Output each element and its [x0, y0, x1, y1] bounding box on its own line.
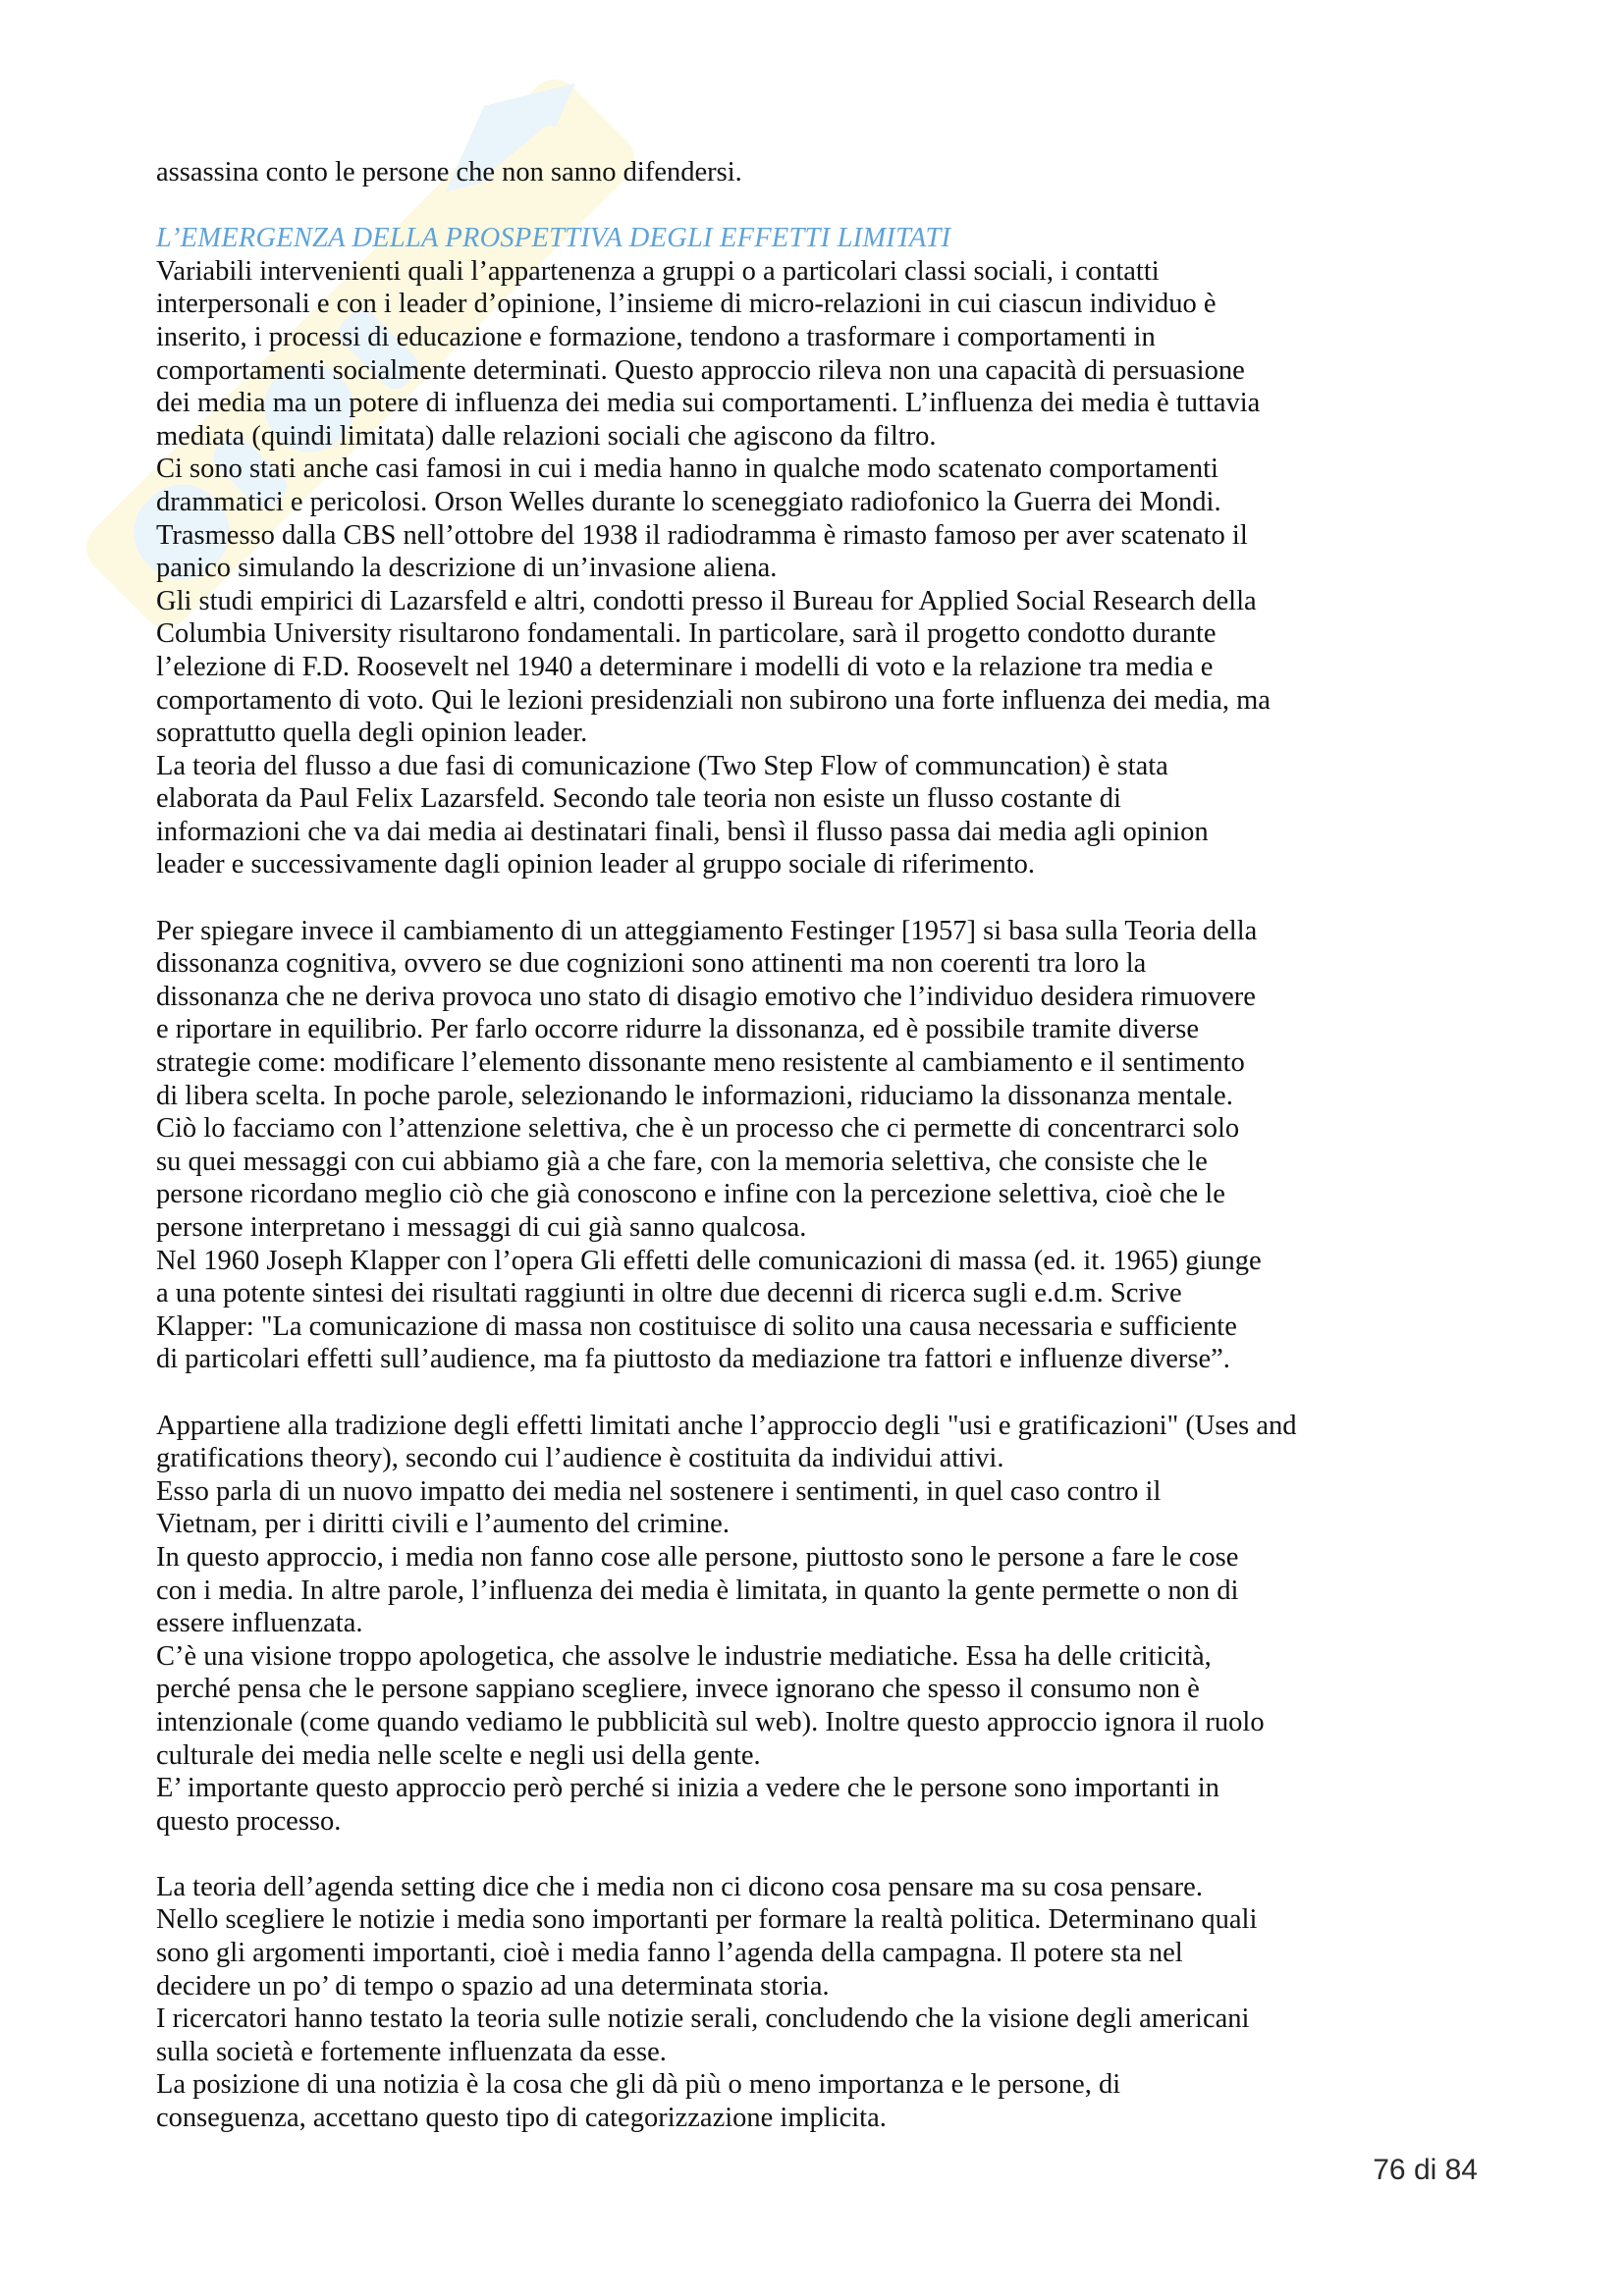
- section-agenda-setting: [156, 1871, 1531, 2135]
- blank-line: [156, 1838, 1531, 1871]
- text-line: persone interpretano i messaggi di cui già sanno qualcosa.: [156, 1212, 807, 1243]
- text-line: C’è una visione troppo apologetica, che assolve le industrie mediatiche. Essa ha delle criticità,: [156, 1640, 1212, 1672]
- text-line: Nel 1960 Joseph Klapper con l’opera Gli effetti delle comunicazioni di massa (ed. it. 1965) giunge: [156, 1245, 1262, 1276]
- text-line: strategie come: modificare l’elemento dissonante meno resistente al cambiamento e il sentimento: [156, 1047, 1245, 1079]
- text-line: decidere un po’ di tempo o spazio ad una determinata storia.: [156, 1970, 830, 2002]
- text-line: sono gli argomenti importanti, cioè i media fanno l’agenda della campagna. Il potere sta nel: [156, 1938, 1183, 1969]
- text-line: In questo approccio, i media non fanno cose alle persone, piuttosto sono le persone a fare le cose: [156, 1541, 1239, 1573]
- text-line: panico simulando la descrizione di un’invasione aliena.: [156, 553, 778, 584]
- text-line: assassina conto le persone che non sanno difendersi.: [156, 157, 742, 187]
- text-line: Per spiegare invece il cambiamento di un atteggiamento Festinger [1957] si basa sulla Teoria della: [156, 915, 1258, 946]
- text-line: perché pensa che le persone sappiano scegliere, invece ignorano che spesso il consumo non è: [156, 1674, 1200, 1705]
- text-line: soprattutto quella degli opinion leader.: [156, 718, 588, 749]
- text-line: La teoria del flusso a due fasi di comunicazione (Two Step Flow of communcation) è stata: [156, 750, 1168, 781]
- text-line: con i media. In altre parole, l’influenza dei media è limitata, in quanto la gente permette o non di: [156, 1575, 1239, 1606]
- text-line: informazioni che va dai media ai destinatari finali, bensì il flusso passa dai media agli opinion: [156, 816, 1209, 847]
- text-line: questo processo.: [156, 1805, 342, 1837]
- text-line: Appartiene alla tradizione degli effetti limitati anche l’approccio degli "usi e gratificazioni" (Uses and: [156, 1410, 1297, 1441]
- section-effetti-limitati: [156, 255, 1531, 881]
- document-body: [156, 156, 1531, 2135]
- text-line: Variabili intervenienti quali l’appartenenza a gruppi o a particolari classi sociali, i contatti: [156, 255, 1160, 287]
- text-line: sulla società e fortemente influenzata da esse.: [156, 2036, 667, 2067]
- text-line: persone ricordano meglio ciò che già conoscono e infine con la percezione selettiva, cioè che le: [156, 1179, 1225, 1210]
- text-line: di libera scelta. In poche parole, selezionando le informazioni, riduciamo la dissonanza mentale.: [156, 1080, 1233, 1111]
- text-line: I ricercatori hanno testato la teoria sulle notizie serali, concludendo che la visione degli americani: [156, 2003, 1250, 2035]
- text-line: intenzionale (come quando vediamo le pubblicità sul web). Inoltre questo approccio ignora il ruolo: [156, 1706, 1265, 1737]
- text-line: su quei messaggi con cui abbiamo già a che fare, con la memoria selettiva, che consiste che le: [156, 1146, 1208, 1177]
- text-line: Gli studi empirici di Lazarsfeld e altri, condotti presso il Bureau for Applied Social Research della: [156, 585, 1257, 616]
- text-line: comportamento di voto. Qui le lezioni presidenziali non subirono una forte influenza dei media, ma: [156, 684, 1271, 716]
- text-line: inserito, i processi di educazione e formazione, tendono a trasformare i comportamenti in: [156, 321, 1156, 352]
- text-line: Ci sono stati anche casi famosi in cui i media hanno in qualche modo scatenato comportamenti: [156, 454, 1218, 485]
- section-usi-e-gratificazioni: [156, 1410, 1531, 1839]
- text-line: elaborata da Paul Felix Lazarsfeld. Secondo tale teoria non esiste un flusso costante di: [156, 783, 1121, 815]
- text-line: interpersonali e con i leader d’opinione, l’insieme di micro-relazioni in cui ciascun individuo è: [156, 289, 1217, 320]
- text-line: Esso parla di un nuovo impatto dei media nel sostenere i sentimenti, in quel caso contro il: [156, 1475, 1162, 1507]
- text-line: di particolari effetti sull’audience, ma fa piuttosto da mediazione tra fattori e influenze diverse”.: [156, 1344, 1230, 1375]
- blank-line: [156, 881, 1531, 915]
- text-line: gratifications theory), secondo cui l’audience è costituita da individui attivi.: [156, 1443, 1004, 1474]
- text-line: Trasmesso dalla CBS nell’ottobre del 1938 il radiodramma è rimasto famoso per aver scatenato il: [156, 519, 1248, 551]
- blank-line: [156, 1376, 1531, 1410]
- text-line: dissonanza che ne deriva provoca uno stato di disagio emotivo che l’individuo desidera rimuovere: [156, 981, 1256, 1012]
- text-line: Klapper: "La comunicazione di massa non costituisce di solito una causa necessaria e sufficiente: [156, 1310, 1237, 1342]
- text-line: l’elezione di F.D. Roosevelt nel 1940 a determinare i modelli di voto e la relazione tra media e: [156, 651, 1214, 682]
- text-line: comportamenti socialmente determinati. Questo approccio rileva non una capacità di persuasione: [156, 354, 1245, 386]
- text-line: drammatici e pericolosi. Orson Welles durante lo sceneggiato radiofonico la Guerra dei Mondi.: [156, 486, 1221, 517]
- lead-paragraph: [156, 156, 1531, 189]
- text-line: Vietnam, per i diritti civili e l’aumento del crimine.: [156, 1509, 730, 1540]
- text-line: dei media ma un potere di influenza dei media sui comportamenti. L’influenza dei media è tuttavia: [156, 388, 1261, 419]
- section-dissonanza-cognitiva: [156, 915, 1531, 1376]
- text-line: a una potente sintesi dei risultati raggiunti in oltre due decenni di ricerca sugli e.d.m. Scrive: [156, 1278, 1182, 1309]
- text-line: La teoria dell’agenda setting dice che i media non ci dicono cosa pensare ma su cosa pensare.: [156, 1871, 1203, 1902]
- text-line: e riportare in equilibrio. Per farlo occorre ridurre la dissonanza, ed è possibile tramite diverse: [156, 1014, 1200, 1045]
- text-line: essere influenzata.: [156, 1608, 363, 1639]
- text-line: Nello scegliere le notizie i media sono importanti per formare la realtà politica. Determinano quali: [156, 1904, 1258, 1936]
- section-heading: L’EMERGENZA DELLA PROSPETTIVA DEGLI EFFETTI LIMITATI: [156, 223, 951, 254]
- text-line: dissonanza cognitiva, ovvero se due cognizioni sono attinenti ma non coerenti tra loro la: [156, 948, 1147, 980]
- text-line: Columbia University risultarono fondamentali. In particolare, sarà il progetto condotto durante: [156, 618, 1217, 650]
- text-line: Ciò lo facciamo con l’attenzione selettiva, che è un processo che ci permette di concentrarci solo: [156, 1113, 1240, 1145]
- text-line: leader e successivamente dagli opinion leader al gruppo sociale di riferimento.: [156, 849, 1036, 881]
- page-number: 76 di 84: [1373, 2154, 1478, 2186]
- blank-line: [156, 189, 1531, 223]
- text-line: E’ importante questo approccio però perché si inizia a vedere che le persone sono importanti in: [156, 1773, 1219, 1804]
- text-line: culturale dei media nelle scelte e negli usi della gente.: [156, 1739, 761, 1771]
- text-line: La posizione di una notizia è la cosa che gli dà più o meno importanza e le persone, di: [156, 2069, 1121, 2101]
- text-line: conseguenza, accettano questo tipo di categorizzazione implicita.: [156, 2103, 887, 2134]
- text-line: mediata (quindi limitata) dalle relazioni sociali che agiscono da filtro.: [156, 420, 937, 452]
